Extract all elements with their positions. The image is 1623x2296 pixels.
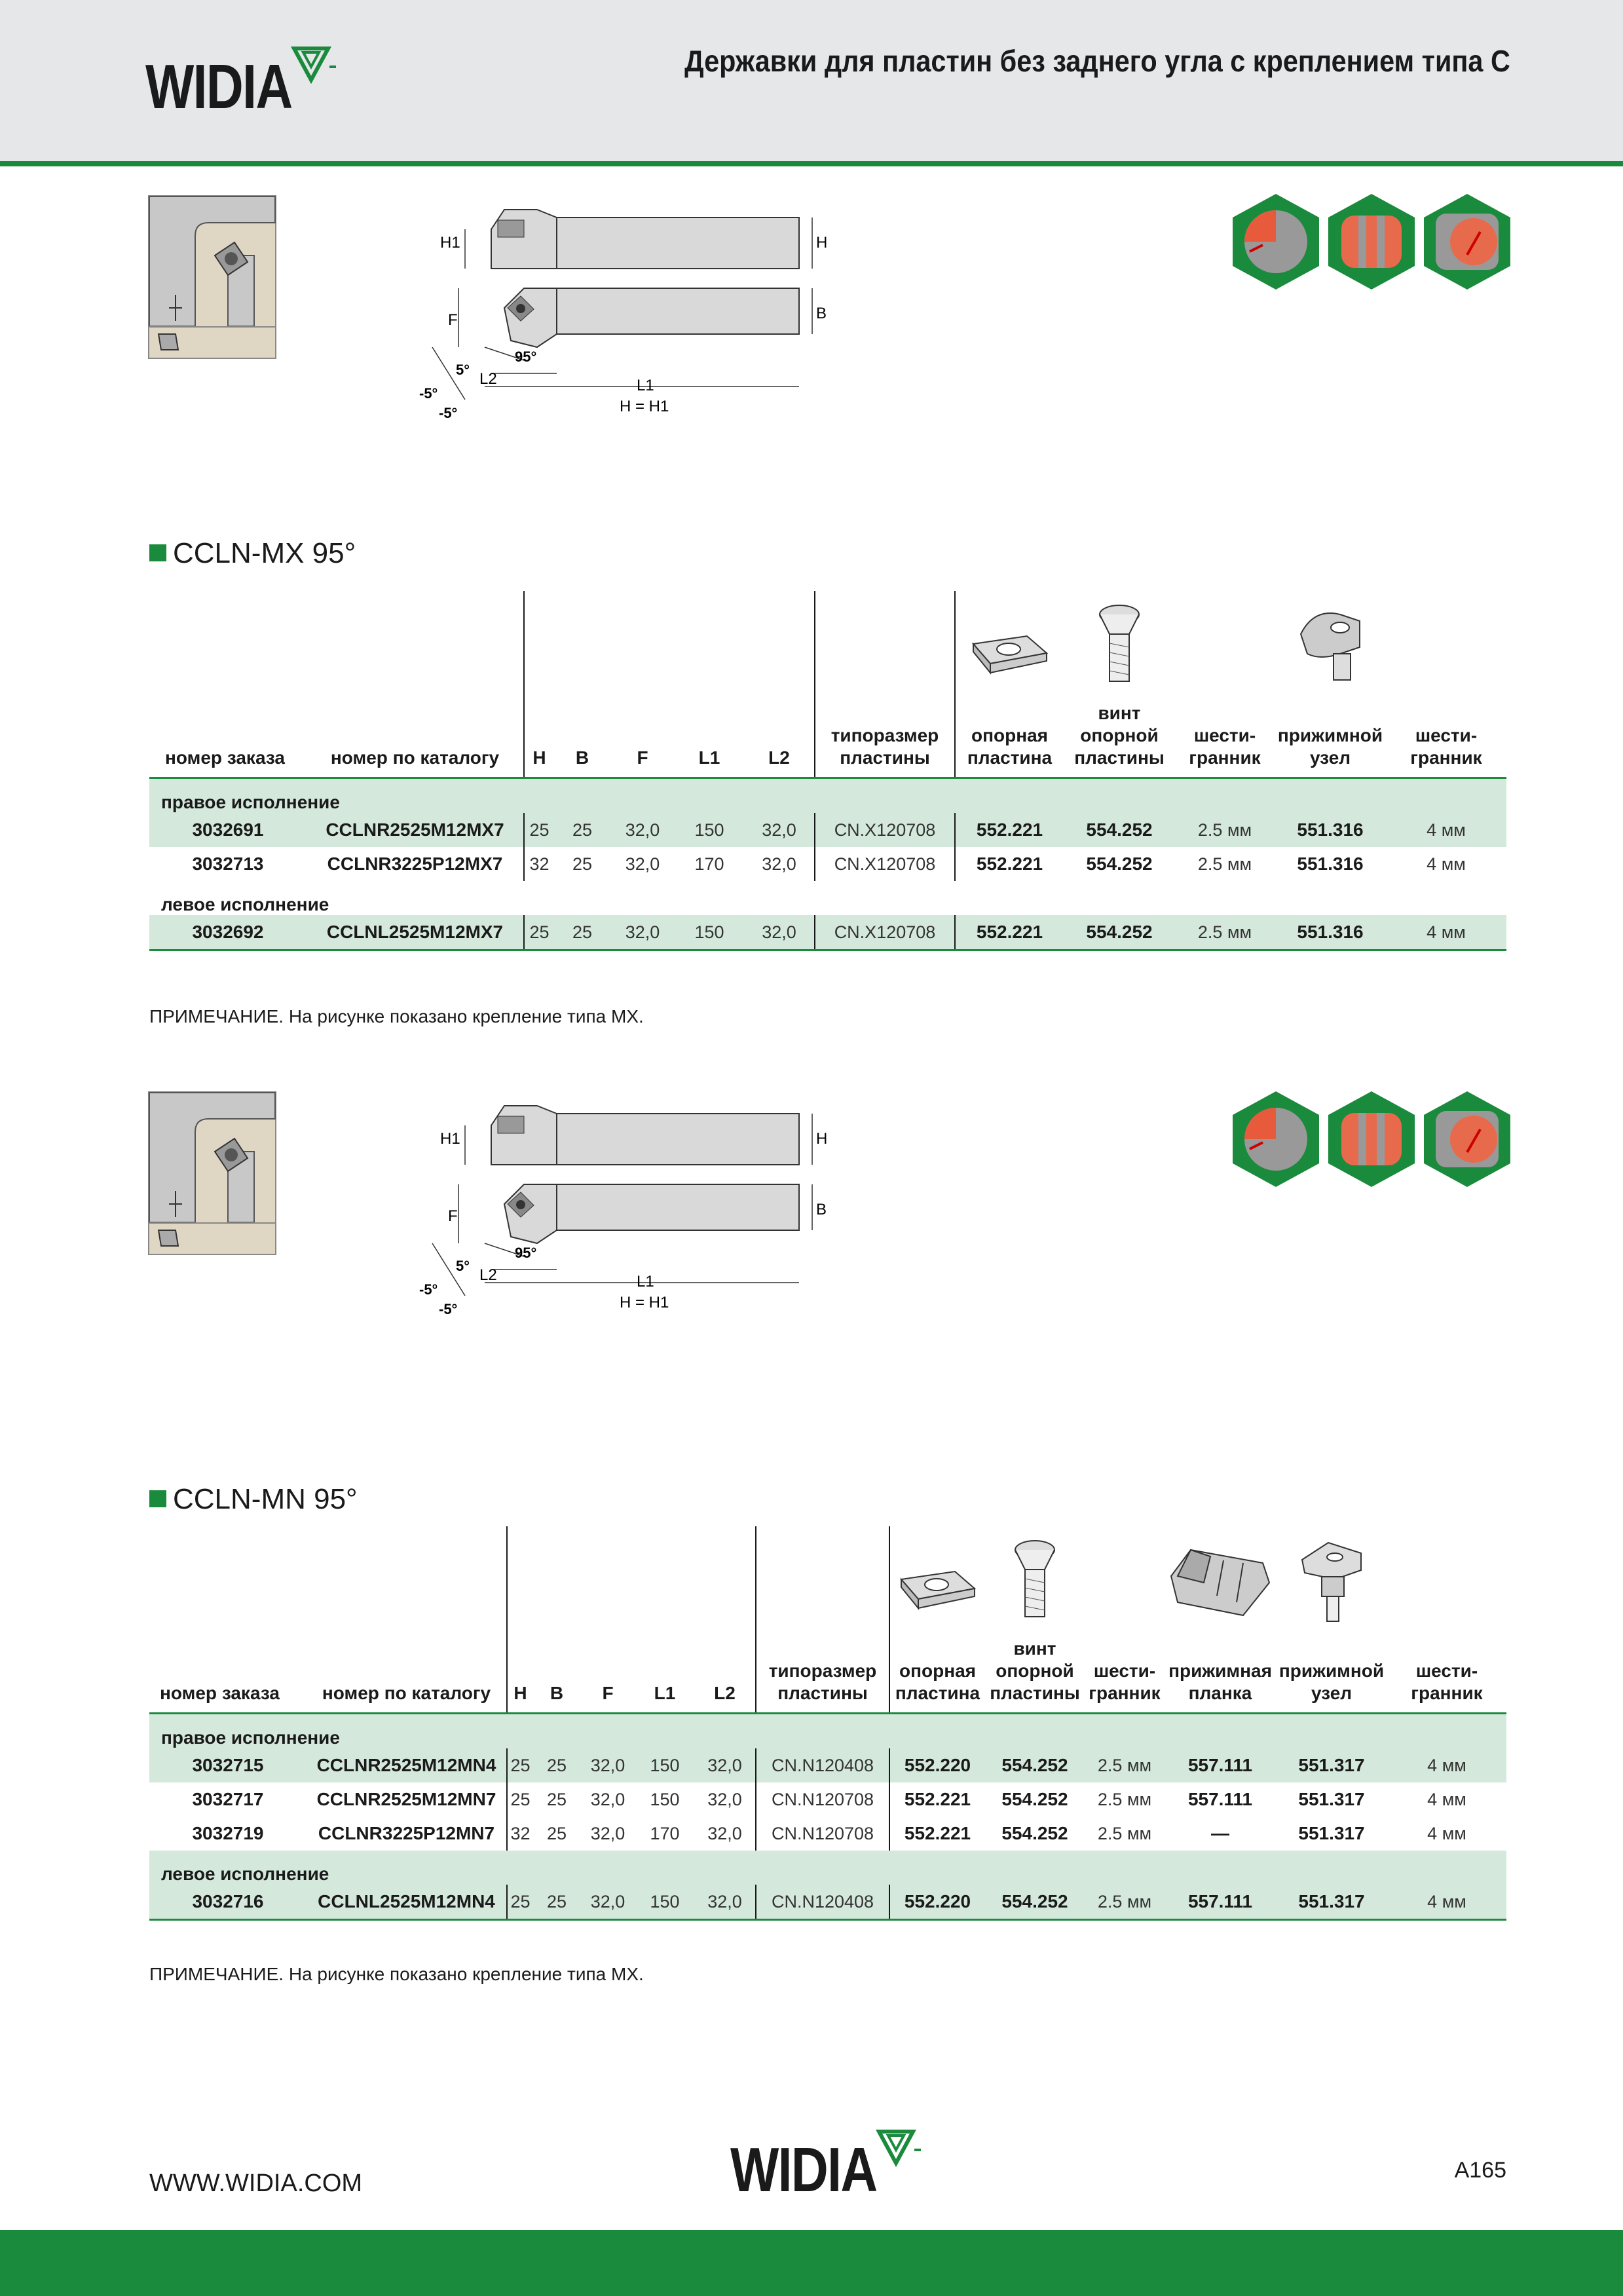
col-f: F <box>580 1638 635 1714</box>
col-catalog: номер по каталогу <box>307 702 524 778</box>
col-shim: опорная пластина <box>955 702 1064 778</box>
col-insert-size: типоразмер пластины <box>815 702 955 778</box>
col-order: номер заказа <box>149 1638 307 1714</box>
col-h: H <box>524 702 554 778</box>
footer-url[interactable]: WWW.WIDIA.COM <box>149 2170 363 2197</box>
label-h-eq-h1: H = H1 <box>620 398 669 415</box>
label-5: 5° <box>456 362 470 378</box>
label-minus5-a: -5° <box>419 385 438 402</box>
col-order: номер заказа <box>149 702 307 778</box>
col-b: B <box>554 702 610 778</box>
application-icons <box>1230 193 1512 291</box>
col-clamp: прижимная планка <box>1165 1638 1276 1714</box>
clamp-plate-icon <box>1165 1537 1276 1622</box>
shim-icon <box>964 611 1056 677</box>
insert-thumbnail <box>148 326 276 359</box>
label-h-eq-h1: H = H1 <box>620 1294 669 1311</box>
group-label: правое исполнение <box>149 1714 1506 1749</box>
label-95: 95° <box>515 348 537 365</box>
application-thumbnail <box>148 195 276 328</box>
spec-table-mx <box>149 591 1506 951</box>
section-title-mx <box>149 537 356 570</box>
label-5: 5° <box>456 1258 470 1274</box>
label-h: H <box>816 234 828 252</box>
table-row: 3032713 CCLNR3225P12MX7 32 25 32,0 170 32,0 CN.X120708 552.221 554.252 2.5 мм 551.316 4 мм <box>149 847 1506 881</box>
label-l1: L1 <box>637 1273 654 1290</box>
col-b: B <box>533 1638 580 1714</box>
col-hex2: шести- гранник <box>1387 1638 1506 1714</box>
label-l1: L1 <box>637 377 654 394</box>
note-mn: ПРИМЕЧАНИЕ. На рисунке показано крепление типа МХ. <box>149 1964 644 1984</box>
brand-logo <box>145 51 292 123</box>
table-row: 3032691 CCLNR2525M12MX7 25 25 32,0 150 32,0 CN.X120708 552.221 554.252 2.5 мм 551.316 4 мм <box>149 813 1506 847</box>
clamp-assembly-icon <box>1288 601 1373 687</box>
spec-table-mn <box>149 1526 1506 1921</box>
application-grooving-icon <box>1328 194 1415 290</box>
logo-triangle-icon <box>291 46 337 85</box>
col-h: H <box>507 1638 533 1714</box>
group-label: левое исполнение <box>149 1851 1506 1885</box>
table-row: 3032719 CCLNR3225P12MN7 32 25 32,0 170 32,0 CN.N120708 552.221 554.252 2.5 мм — 551.317 4 мм <box>149 1816 1506 1851</box>
col-l1: L1 <box>635 1638 694 1714</box>
label-l2: L2 <box>479 370 497 388</box>
table-row: 3032692 CCLNL2525M12MX7 25 25 32,0 150 32,0 CN.X120708 552.221 554.252 2.5 мм 551.316 4 мм <box>149 915 1506 950</box>
col-shim: опорная пластина <box>889 1638 985 1714</box>
group-label: правое исполнение <box>149 778 1506 814</box>
col-insert-size: типоразмер пластины <box>756 1638 889 1714</box>
page-title: Державки для пластин без заднего угла с креплением типа С <box>684 44 1510 78</box>
table-row: 3032715 CCLNR2525M12MN4 25 25 32,0 150 32,0 CN.N120408 552.220 554.252 2.5 мм 557.111 551.317 4 мм <box>149 1748 1506 1782</box>
col-l2: L2 <box>744 702 815 778</box>
page-number: A165 <box>1454 2158 1506 2183</box>
col-l2: L2 <box>694 1638 756 1714</box>
section-title-mx-text: CCLN-MX 95° <box>173 537 356 569</box>
screw-icon <box>1005 1537 1064 1622</box>
label-h1: H1 <box>440 1130 460 1148</box>
table-row: 3032716 CCLNL2525M12MN4 25 25 32,0 150 32,0 CN.N120408 552.220 554.252 2.5 мм 557.111 551.317 4 мм <box>149 1885 1506 1920</box>
label-f: F <box>448 1207 458 1225</box>
shim-icon <box>892 1547 984 1612</box>
label-h: H <box>816 1130 828 1148</box>
clamp-assembly-icon <box>1296 1534 1368 1625</box>
group-label: левое исполнение <box>149 881 1506 915</box>
label-minus5-a: -5° <box>419 1281 438 1298</box>
screw-icon <box>1090 601 1149 687</box>
footer-brand-logo-text: WIDIA <box>730 2135 877 2205</box>
label-minus5-b: -5° <box>439 1301 458 1317</box>
label-b: B <box>816 305 827 322</box>
section-title-mn-text: CCLN-MN 95° <box>173 1483 358 1515</box>
col-shim-screw: винт опорной пластины <box>985 1638 1085 1714</box>
insert-thumbnail <box>148 1222 276 1255</box>
label-b: B <box>816 1201 827 1218</box>
footer-brand-logo <box>730 2134 877 2206</box>
col-hex2: шести- гранник <box>1386 702 1506 778</box>
label-l2: L2 <box>479 1266 497 1284</box>
section-title-mn <box>149 1483 358 1516</box>
table-row: 3032717 CCLNR2525M12MN7 25 25 32,0 150 32,0 CN.N120708 552.221 554.252 2.5 мм 557.111 551.317 4 мм <box>149 1782 1506 1816</box>
col-clamp-assy: прижимной узел <box>1275 702 1386 778</box>
application-icons <box>1230 1090 1512 1188</box>
tool-holder-drawing <box>393 1086 828 1322</box>
logo-triangle-icon <box>876 2129 922 2168</box>
tool-holder-drawing <box>393 190 828 426</box>
application-thumbnail <box>148 1091 276 1224</box>
label-minus5-b: -5° <box>439 405 458 421</box>
application-grooving-icon <box>1328 1091 1415 1187</box>
col-clamp-assy: прижимной узел <box>1276 1638 1387 1714</box>
note-mx: ПРИМЕЧАНИЕ. На рисунке показано крепление типа МХ. <box>149 1006 644 1026</box>
application-facing-icon <box>1233 1091 1319 1187</box>
col-shim-screw: винт опорной пластины <box>1064 702 1175 778</box>
footer-bar <box>0 2230 1623 2296</box>
col-hex1: шести- гранник <box>1085 1638 1165 1714</box>
col-l1: L1 <box>675 702 744 778</box>
label-h1: H1 <box>440 234 460 252</box>
application-turning-icon <box>1424 194 1510 290</box>
col-hex1: шести- гранник <box>1175 702 1275 778</box>
brand-logo-text: WIDIA <box>145 52 292 122</box>
col-f: F <box>610 702 675 778</box>
label-f: F <box>448 311 458 329</box>
application-facing-icon <box>1233 194 1319 290</box>
application-turning-icon <box>1424 1091 1510 1187</box>
col-catalog: номер по каталогу <box>307 1638 507 1714</box>
label-95: 95° <box>515 1245 537 1261</box>
